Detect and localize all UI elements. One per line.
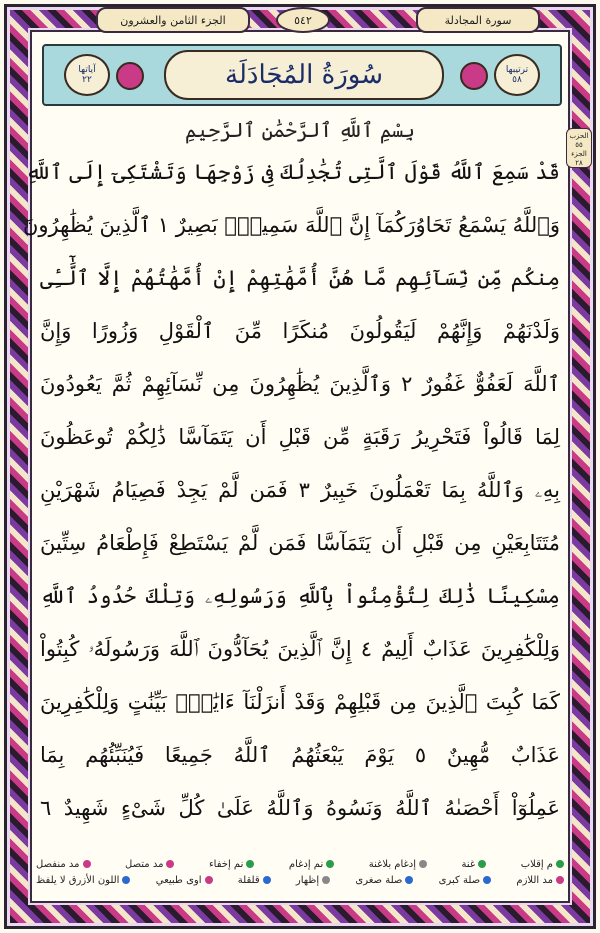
page-number: ٥٤٢ [276, 7, 330, 33]
tajweed-legend [36, 856, 564, 904]
verse-line: مُتَتَابِعَيْنِ مِن قَبْلِ أَن يَتَمَآسَّا فَمَن لَّمْ يَسْتَطِعْ فَإِطْعَامُ سِتِّينَ [40, 531, 560, 555]
verse-line: عَذَابٌ مُّهِينٌ ٥ يَوْمَ يَبْعَثُهُمُ ٱللَّهُ جَمِيعًا فَيُنَبِّئُهُم بِمَا [40, 743, 560, 767]
verse-line: وَٱللَّهُ يَسْمَعُ تَحَاوُرَكُمَآ إِنَّ ٱللَّهَ سَمِيعٌۢ بَصِيرٌ ١ ٱلَّذِينَ يُظَٰهِرُونَ [22, 213, 560, 237]
legend-label: إظهار [295, 874, 320, 886]
verse-line: كَمَا كُبِتَ ٱلَّذِينَ مِن قَبْلِهِمْ وَقَدْ أَنزَلْنَآ ءَايَٰتٍۭ بَيِّنَٰتٍ وَلِلْكَٰفِرِينَ [40, 690, 560, 714]
order-value: ٥٨ [512, 75, 522, 85]
legend-label: اللون الأزرق لا يلفظ [36, 874, 120, 886]
verse-line: مِسْكِينًا ذَٰلِكَ لِتُؤْمِنُواْ بِٱللَّهِ وَرَسُولِهِۦ وَتِلْكَ حُدُودُ ٱللَّهِ [40, 584, 560, 608]
legend-label: مد منفصل [36, 858, 80, 870]
hizb-marker [566, 128, 592, 168]
order-label: ترتيبها [505, 65, 529, 75]
legend-item [209, 859, 254, 870]
legend-swatch-icon [263, 876, 271, 884]
legend-swatch-icon [205, 876, 213, 884]
legend-label: صلة صغرى [355, 874, 403, 886]
legend-swatch-icon [483, 876, 491, 884]
legend-item [289, 859, 334, 870]
legend-item [439, 875, 491, 886]
ornament-icon [460, 62, 488, 90]
legend-swatch-icon [405, 876, 413, 884]
verses-value: ٢٢ [82, 75, 92, 85]
verse-line: وَلَدْنَهُمْ وَإِنَّهُمْ لَيَقُولُونَ مُنكَرًا مِّنَ ٱلْقَوْلِ وَزُورًا وَإِنَّ [40, 319, 560, 343]
legend-item [369, 859, 427, 870]
legend-item [462, 859, 487, 870]
legend-label: مد متصل [125, 858, 164, 870]
verses-count-medal [64, 54, 110, 96]
legend-label: قلقلة [237, 874, 260, 886]
legend-item [36, 875, 130, 886]
legend-swatch-icon [246, 860, 254, 868]
legend-item [125, 859, 174, 870]
legend-label: اوى طبيعي [155, 874, 202, 886]
page-header [36, 4, 564, 32]
legend-label: صلة كبرى [438, 874, 481, 886]
hizb-marker-line: الحزب ٥٥ [569, 132, 589, 149]
legend-label: إدغام بلاغنة [368, 858, 417, 870]
legend-label: م إقلاب [520, 858, 553, 870]
legend-label: غنة [461, 858, 476, 870]
verse-line: بِهِۦ وَٱللَّهُ بِمَا تَعْمَلُونَ خَبِيرٌ ٣ فَمَن لَّمْ يَجِدْ فَصِيَامُ شَهْرَيْنِ [40, 478, 560, 502]
surah-header-name: سورة المجادلة [416, 7, 540, 33]
verse-line: لِمَا قَالُواْ فَتَحْرِيرُ رَقَبَةٍ مِّن قَبْلِ أَن يَتَمَآسَّا ذَٰلِكُمْ تُوعَظُونَ [40, 425, 560, 449]
legend-swatch-icon [478, 860, 486, 868]
legend-swatch-icon [556, 860, 564, 868]
legend-swatch-icon [166, 860, 174, 868]
legend-item [516, 875, 564, 886]
juz-label: الجزء الثامن والعشرون [96, 7, 250, 33]
legend-swatch-icon [556, 876, 564, 884]
legend-row [36, 856, 564, 872]
legend-swatch-icon [419, 860, 427, 868]
legend-swatch-icon [322, 876, 330, 884]
legend-item [156, 875, 213, 886]
verse-line: ٱللَّهَ لَعَفُوٌّ غَفُورٌ ٢ وَٱلَّذِينَ يُظَٰهِرُونَ مِن نِّسَآئِهِمْ ثُمَّ يَعُودُونَ [40, 372, 560, 396]
legend-swatch-icon [122, 876, 130, 884]
legend-item [521, 859, 564, 870]
basmala: بِسْمِ ٱللَّهِ ٱلرَّحْمَٰنِ ٱلرَّحِيمِ [184, 118, 415, 142]
legend-swatch-icon [326, 860, 334, 868]
legend-item [36, 859, 90, 870]
legend-item [296, 875, 330, 886]
verse-line: قَدْ سَمِعَ ٱللَّهُ قَوْلَ ٱلَّتِى تُجَٰدِلُكَ فِى زَوْجِهَا وَتَشْتَكِىٓ إِلَى ٱللَّهِ [25, 160, 560, 184]
legend-label: نم إدغام [288, 858, 324, 870]
surah-banner [42, 44, 562, 106]
verse-line: عَمِلُوٓاْ أَحْصَىٰهُ ٱللَّهُ وَنَسُوهُ وَٱللَّهُ عَلَىٰ كُلِّ شَىْءٍ شَهِيدٌ ٦ [40, 796, 560, 820]
verse-line: مِنكُم مِّن نِّسَآئِهِم مَّا هُنَّ أُمَّهَٰتِهِمْ إِنْ أُمَّهَٰتُهُمْ إِلَّا ٱلَّٰٓـِٔى [40, 266, 560, 290]
legend-item [238, 875, 271, 886]
legend-label: مد اللازم [516, 874, 553, 886]
surah-order-medal [494, 54, 540, 96]
legend-item [355, 875, 413, 886]
legend-row [36, 872, 564, 888]
hizb-marker-line: الجزء ٢٨ [571, 150, 587, 167]
verse-line: وَلِلْكَٰفِرِينَ عَذَابٌ أَلِيمٌ ٤ إِنَّ ٱلَّذِينَ يُحَآدُّونَ ٱللَّهَ وَرَسُولَهُۥ كُبِتُواْ [40, 637, 560, 661]
verses-label: آياتها [78, 65, 96, 75]
legend-swatch-icon [83, 860, 91, 868]
ornament-icon [116, 62, 144, 90]
surah-title: سُورَةُ المُجَادَلَة [164, 50, 444, 100]
legend-label: نم إخفاء [208, 858, 244, 870]
